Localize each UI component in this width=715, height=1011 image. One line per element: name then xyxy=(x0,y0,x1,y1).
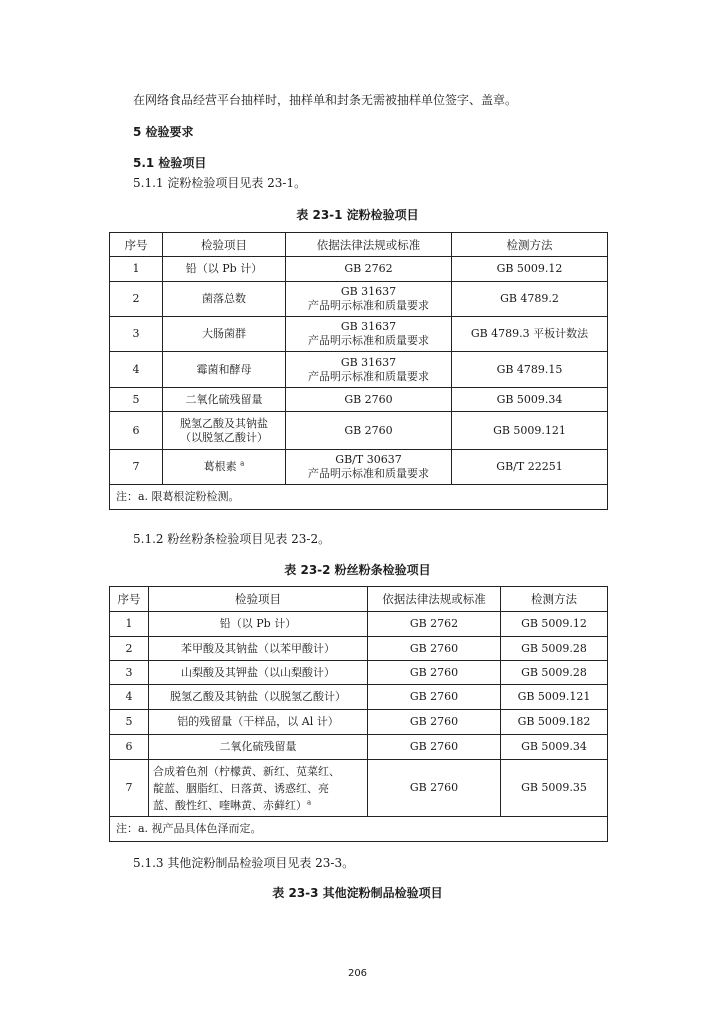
standard-line: 产品明示标准和质量要求 xyxy=(308,299,429,312)
table-row xyxy=(110,735,608,760)
cell-no: 4 xyxy=(110,685,149,710)
table-23-1-caption: 表 23-1 淀粉检验项目 xyxy=(296,208,419,222)
cell-method: GB 4789.2 xyxy=(452,282,608,317)
cell-no: 6 xyxy=(110,735,149,760)
cell-item: 大肠菌群 xyxy=(163,317,286,352)
cell-item: 铅（以 Pb 计） xyxy=(163,257,286,282)
table-header-row xyxy=(110,233,608,257)
cell-no: 3 xyxy=(110,661,149,685)
cell-no: 7 xyxy=(110,760,149,817)
cell-item: 二氧化硫残留量 xyxy=(163,388,286,412)
cell-no: 2 xyxy=(110,637,149,661)
cell-standard: GB 2760 xyxy=(368,735,501,760)
cell-no: 5 xyxy=(110,388,163,412)
header-item: 检验项目 xyxy=(149,587,368,612)
table-row xyxy=(110,317,608,352)
table-row xyxy=(110,612,608,637)
cell-item: 铝的残留量（干样品，以 Al 计） xyxy=(149,710,368,735)
cell-item: 苯甲酸及其钠盐（以苯甲酸计） xyxy=(149,637,368,661)
cell-standard: GB 2762 xyxy=(368,612,501,637)
table-row xyxy=(110,710,608,735)
table-row xyxy=(110,412,608,450)
cell-standard xyxy=(286,282,452,317)
cell-standard: GB 2760 xyxy=(368,760,501,817)
cell-method: GB 5009.28 xyxy=(501,637,608,661)
standard-line: 产品明示标准和质量要求 xyxy=(308,369,429,383)
table-row xyxy=(110,450,608,485)
item-line: 靛蓝、胭脂红、日落黄、诱惑红、亮 xyxy=(153,781,329,795)
standard-line: 产品明示标准和质量要求 xyxy=(308,334,429,347)
table-row xyxy=(110,388,608,412)
cell-item: 二氧化硫残留量 xyxy=(149,735,368,760)
cell-no: 1 xyxy=(110,612,149,637)
table-row xyxy=(110,282,608,317)
header-item: 检验项目 xyxy=(163,233,286,257)
item-line: （以脱氢乙酸计） xyxy=(180,430,268,444)
cell-standard: GB 2760 xyxy=(286,388,452,412)
table-row xyxy=(110,661,608,685)
cell-method: GB 4789.15 xyxy=(452,352,608,388)
table-row xyxy=(110,257,608,282)
table-23-3-caption: 表 23-3 其他淀粉制品检验项目 xyxy=(272,886,443,900)
cell-item: 山梨酸及其钾盐（以山梨酸计） xyxy=(149,661,368,685)
cell-method: GB 5009.35 xyxy=(501,760,608,817)
cell-method: GB/T 22251 xyxy=(452,450,608,485)
section-5-heading: 5 检验要求 xyxy=(133,125,194,139)
cell-standard xyxy=(286,450,452,485)
header-no: 序号 xyxy=(110,587,149,612)
header-method: 检测方法 xyxy=(501,587,608,612)
table-23-2 xyxy=(109,586,608,842)
table-23-2-caption: 表 23-2 粉丝粉条检验项目 xyxy=(284,563,431,577)
cell-method: GB 5009.121 xyxy=(501,685,608,710)
cell-method: GB 5009.182 xyxy=(501,710,608,735)
cell-item: 脱氢乙酸及其钠盐（以脱氢乙酸计） xyxy=(149,685,368,710)
item-line: 蓝、酸性红、喹啉黄、赤藓红） xyxy=(153,798,307,812)
cell-standard: GB 2760 xyxy=(368,685,501,710)
table-note: 注：a. 限葛根淀粉检测。 xyxy=(110,485,608,510)
cell-item xyxy=(149,760,368,817)
cell-method: GB 5009.28 xyxy=(501,661,608,685)
cell-standard: GB 2760 xyxy=(368,710,501,735)
cell-no: 6 xyxy=(110,412,163,450)
table-row xyxy=(110,352,608,388)
table-note-row xyxy=(110,817,608,842)
cell-no: 4 xyxy=(110,352,163,388)
item-line: 脱氢乙酸及其钠盐 xyxy=(180,416,268,430)
cell-no: 2 xyxy=(110,282,163,317)
table-row xyxy=(110,637,608,661)
cell-method: GB 5009.121 xyxy=(452,412,608,450)
header-no: 序号 xyxy=(110,233,163,257)
cell-no: 1 xyxy=(110,257,163,282)
standard-line: GB 31637 xyxy=(340,355,397,369)
cell-method: GB 5009.12 xyxy=(452,257,608,282)
cell-item xyxy=(163,450,286,485)
table-row xyxy=(110,760,608,817)
para-5-1-2: 5.1.2 粉丝粉条检验项目见表 23-2。 xyxy=(133,532,331,546)
standard-line: GB/T 30637 xyxy=(335,453,402,466)
para-5-1-1: 5.1.1 淀粉检验项目见表 23-1。 xyxy=(133,176,307,190)
header-method: 检测方法 xyxy=(452,233,608,257)
cell-standard: GB 2760 xyxy=(368,661,501,685)
header-standard: 依据法律法规或标准 xyxy=(368,587,501,612)
intro-paragraph: 在网络食品经营平台抽样时，抽样单和封条无需被抽样单位签字、盖章。 xyxy=(133,93,518,107)
cell-method: GB 5009.12 xyxy=(501,612,608,637)
table-23-1 xyxy=(109,232,608,510)
standard-line: GB 31637 xyxy=(340,285,397,298)
standard-line: 产品明示标准和质量要求 xyxy=(308,467,429,480)
cell-standard: GB 2762 xyxy=(286,257,452,282)
cell-standard xyxy=(286,352,452,388)
header-standard: 依据法律法规或标准 xyxy=(286,233,452,257)
cell-no: 7 xyxy=(110,450,163,485)
cell-item: 菌落总数 xyxy=(163,282,286,317)
cell-standard: GB 2760 xyxy=(286,412,452,450)
page-number: 206 xyxy=(347,968,368,979)
cell-item: 铅（以 Pb 计） xyxy=(149,612,368,637)
footnote-marker: a xyxy=(240,459,245,468)
section-5-1-heading: 5.1 检验项目 xyxy=(133,156,207,170)
cell-method: GB 5009.34 xyxy=(452,388,608,412)
cell-standard: GB 2760 xyxy=(368,637,501,661)
cell-item: 霉菌和酵母 xyxy=(163,352,286,388)
para-5-1-3: 5.1.3 其他淀粉制品检验项目见表 23-3。 xyxy=(133,856,355,870)
item-line: 合成着色剂（柠檬黄、新红、苋菜红、 xyxy=(153,764,340,778)
cell-standard xyxy=(286,317,452,352)
cell-no: 3 xyxy=(110,317,163,352)
table-note: 注：a. 视产品具体色泽而定。 xyxy=(110,817,608,842)
table-header-row xyxy=(110,587,608,612)
standard-line: GB 31637 xyxy=(340,320,397,333)
footnote-marker: a xyxy=(307,797,312,806)
table-note-row xyxy=(110,485,608,510)
item-text: 葛根素 xyxy=(203,460,237,473)
cell-item xyxy=(163,412,286,450)
cell-method: GB 4789.3 平板计数法 xyxy=(452,317,608,352)
table-row xyxy=(110,685,608,710)
cell-method: GB 5009.34 xyxy=(501,735,608,760)
cell-no: 5 xyxy=(110,710,149,735)
